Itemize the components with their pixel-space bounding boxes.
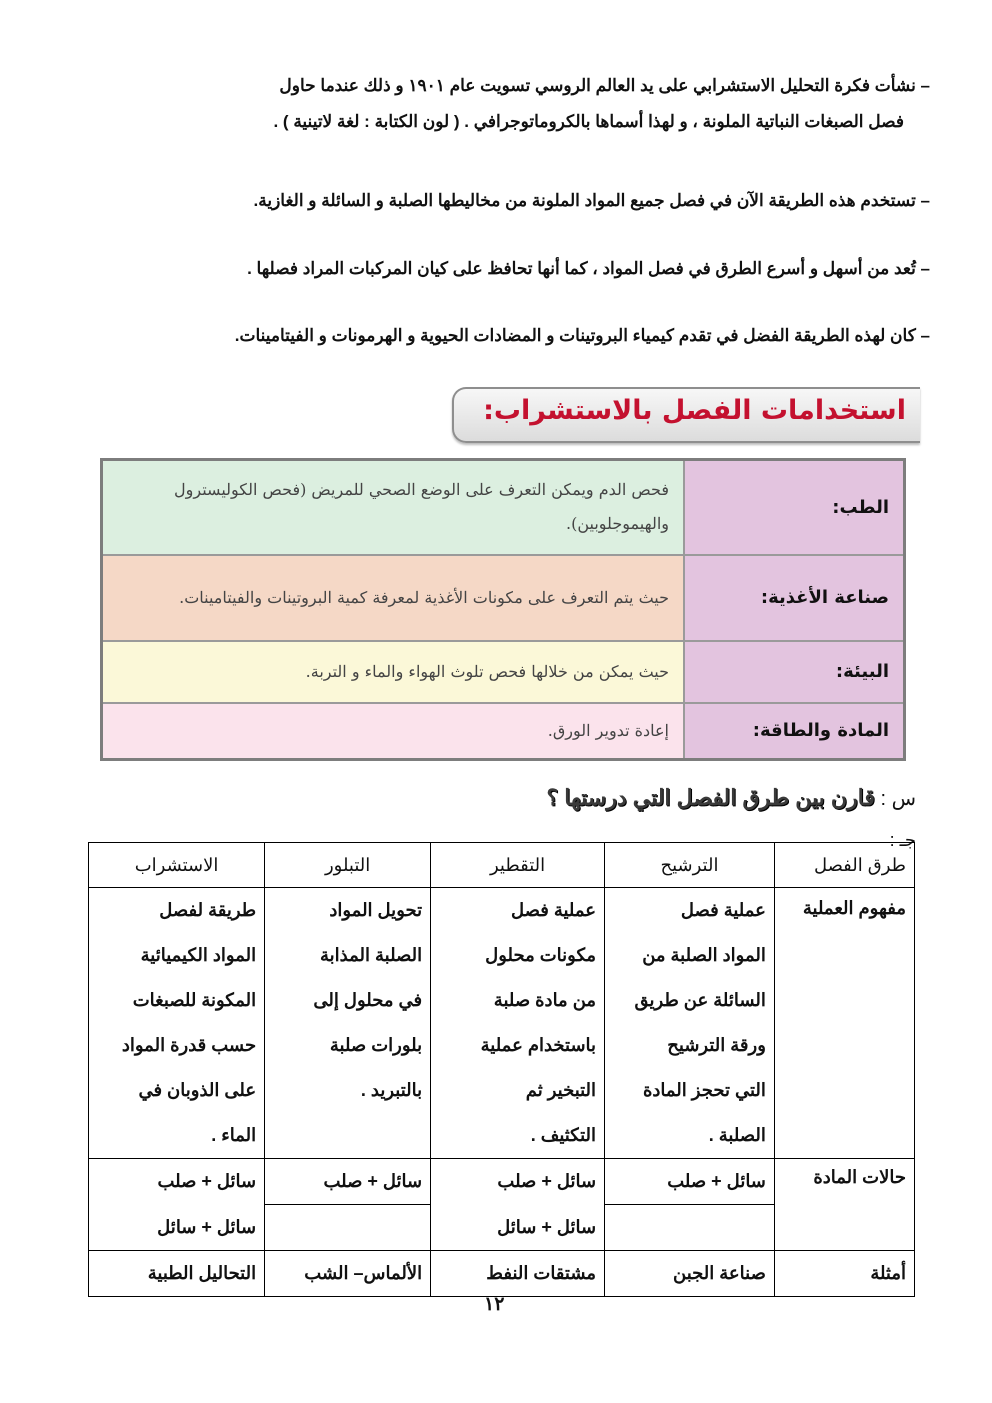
cell-line: من مادة صلبة [493, 990, 597, 1010]
cell-line: على الذوبان في [138, 1080, 257, 1100]
cell-line: الماء . [211, 1125, 257, 1145]
cell-line: الصلبة . [708, 1125, 766, 1145]
example-crystallization: الألماس– الشب [265, 1250, 431, 1296]
row-label: حالات المادة [774, 1159, 914, 1251]
answer-label: جـ : [889, 830, 916, 850]
uses-field: صناعة الأغذية: [684, 555, 905, 641]
question-prefix: س : [880, 788, 916, 810]
row-label: مفهوم العملية [774, 888, 914, 1159]
states-chromatography-2: سائل + سائل [89, 1205, 265, 1251]
page-number: ١٢ [484, 1294, 505, 1315]
uses-row-environment [102, 641, 905, 703]
cell-line: المكونة للصبغات [132, 990, 257, 1010]
uses-row-matter-energy [102, 703, 905, 760]
header-chromatography: الاستشراب [89, 843, 265, 888]
header-distillation: التقطير [431, 843, 605, 888]
bullet-history [60, 68, 930, 140]
concept-distillation [431, 888, 605, 1159]
example-distillation: مشتقات النفط [431, 1250, 605, 1296]
cell-line: بلورات صلبة [329, 1035, 423, 1055]
cell-line: في محلول إلى [313, 990, 423, 1010]
cell-line: تحويل المواد [329, 900, 423, 920]
section-title: استخدامات الفصل بالاستشراب: [483, 395, 906, 426]
cell-line: السائلة عن طريق [634, 990, 766, 1010]
section-header [452, 387, 920, 443]
comparison-row-examples [89, 1250, 915, 1296]
cell-line: طريقة لفصل [159, 900, 257, 920]
concept-chromatography [89, 888, 265, 1159]
comparison-table [88, 842, 915, 1297]
uses-field: الطب: [684, 460, 905, 555]
header-methods: طرق الفصل [774, 843, 914, 888]
states-filtration: سائل + صلب [605, 1159, 775, 1205]
uses-text: إعادة تدوير الورق. [102, 703, 685, 760]
cell-line: مكونات محلول [485, 945, 597, 965]
example-chromatography: التحاليل الطبية [89, 1250, 265, 1296]
states-distillation-2: سائل + سائل [431, 1205, 605, 1251]
uses-field: المادة والطاقة: [684, 703, 905, 760]
cell-line: المواد الصلبة من [642, 945, 766, 965]
states-chromatography: سائل + صلب [89, 1159, 265, 1205]
uses-row-food [102, 555, 905, 641]
question [547, 785, 916, 811]
header-filtration: الترشيح [605, 843, 775, 888]
cell-line: التبخير ثم [525, 1080, 597, 1100]
concept-filtration [605, 888, 775, 1159]
cell-line: حسب قدرة المواد [121, 1035, 257, 1055]
cell-line: بالتبريد . [360, 1080, 423, 1100]
uses-text: فحص الدم ويمكن التعرف على الوضع الصحي للمريض (فحص الكوليسترول والهيموجلوبين). [102, 460, 685, 555]
cell-line: التكثيف . [530, 1125, 597, 1145]
cell-line: المواد الكيميائية [140, 945, 257, 965]
uses-text: حيث يتم التعرف على مكونات الأغذية لمعرفة كمية البروتينات والفيتامينات. [102, 555, 685, 641]
uses-table [100, 458, 906, 761]
bullet-line: – كان لهذه الطريقة الفضل في تقدم كيمياء البروتينات و المضادات الحيوية و الهرمونات و الفيتامينات. [234, 326, 930, 345]
bullet-line: – نشأت فكرة التحليل الاستشرابي على يد العالم الروسي تسويت عام ١٩٠١ و ذلك عندما حاول [279, 76, 930, 95]
comparison-row-states [89, 1159, 915, 1205]
states-crystallization-2 [265, 1205, 431, 1251]
concept-crystallization [265, 888, 431, 1159]
bullet-contribution [60, 318, 930, 354]
cell-line: التي تحجز المادة [642, 1080, 766, 1100]
states-distillation: سائل + صلب [431, 1159, 605, 1205]
cell-line: عملية فصل [680, 900, 766, 920]
bullet-line: – تُعد من أسهل و أسرع الطرق في فصل المواد ، كما أنها تحافظ على كيان المركبات المراد فصلها . [247, 259, 930, 278]
cell-line: الصلبة المذابة [319, 945, 423, 965]
row-label: أمثلة [774, 1250, 914, 1296]
comparison-row-concept [89, 888, 915, 1159]
cell-line: باستخدام عملية [480, 1035, 597, 1055]
bullet-line: فصل الصبغات النباتية الملونة ، و لهذا أسماها بالكروماتوجرافي . ( لون الكتابة : لغة لاتينية ) . [273, 112, 904, 131]
question-text: قارن بين طرق الفصل التي درستها ؟ [546, 785, 875, 810]
cell-line: عملية فصل [511, 900, 597, 920]
header-crystallization: التبلور [265, 843, 431, 888]
uses-text: حيث يمكن من خلالها فحص تلوث الهواء والماء و التربة. [102, 641, 685, 703]
states-crystallization: سائل + صلب [265, 1159, 431, 1205]
bullet-advantage [60, 251, 930, 287]
uses-field: البيئة: [684, 641, 905, 703]
bullet-usage [60, 183, 930, 219]
example-filtration: صناعة الجبن [605, 1250, 775, 1296]
bullet-line: – تستخدم هذه الطريقة الآن في فصل جميع المواد الملونة من مخاليطها الصلبة و السائلة و الغازية. [253, 191, 930, 210]
comparison-header-row [89, 843, 915, 888]
cell-line: ورقة الترشيح [667, 1035, 766, 1055]
states-filtration-2 [605, 1205, 775, 1251]
uses-row-medicine [102, 460, 905, 555]
